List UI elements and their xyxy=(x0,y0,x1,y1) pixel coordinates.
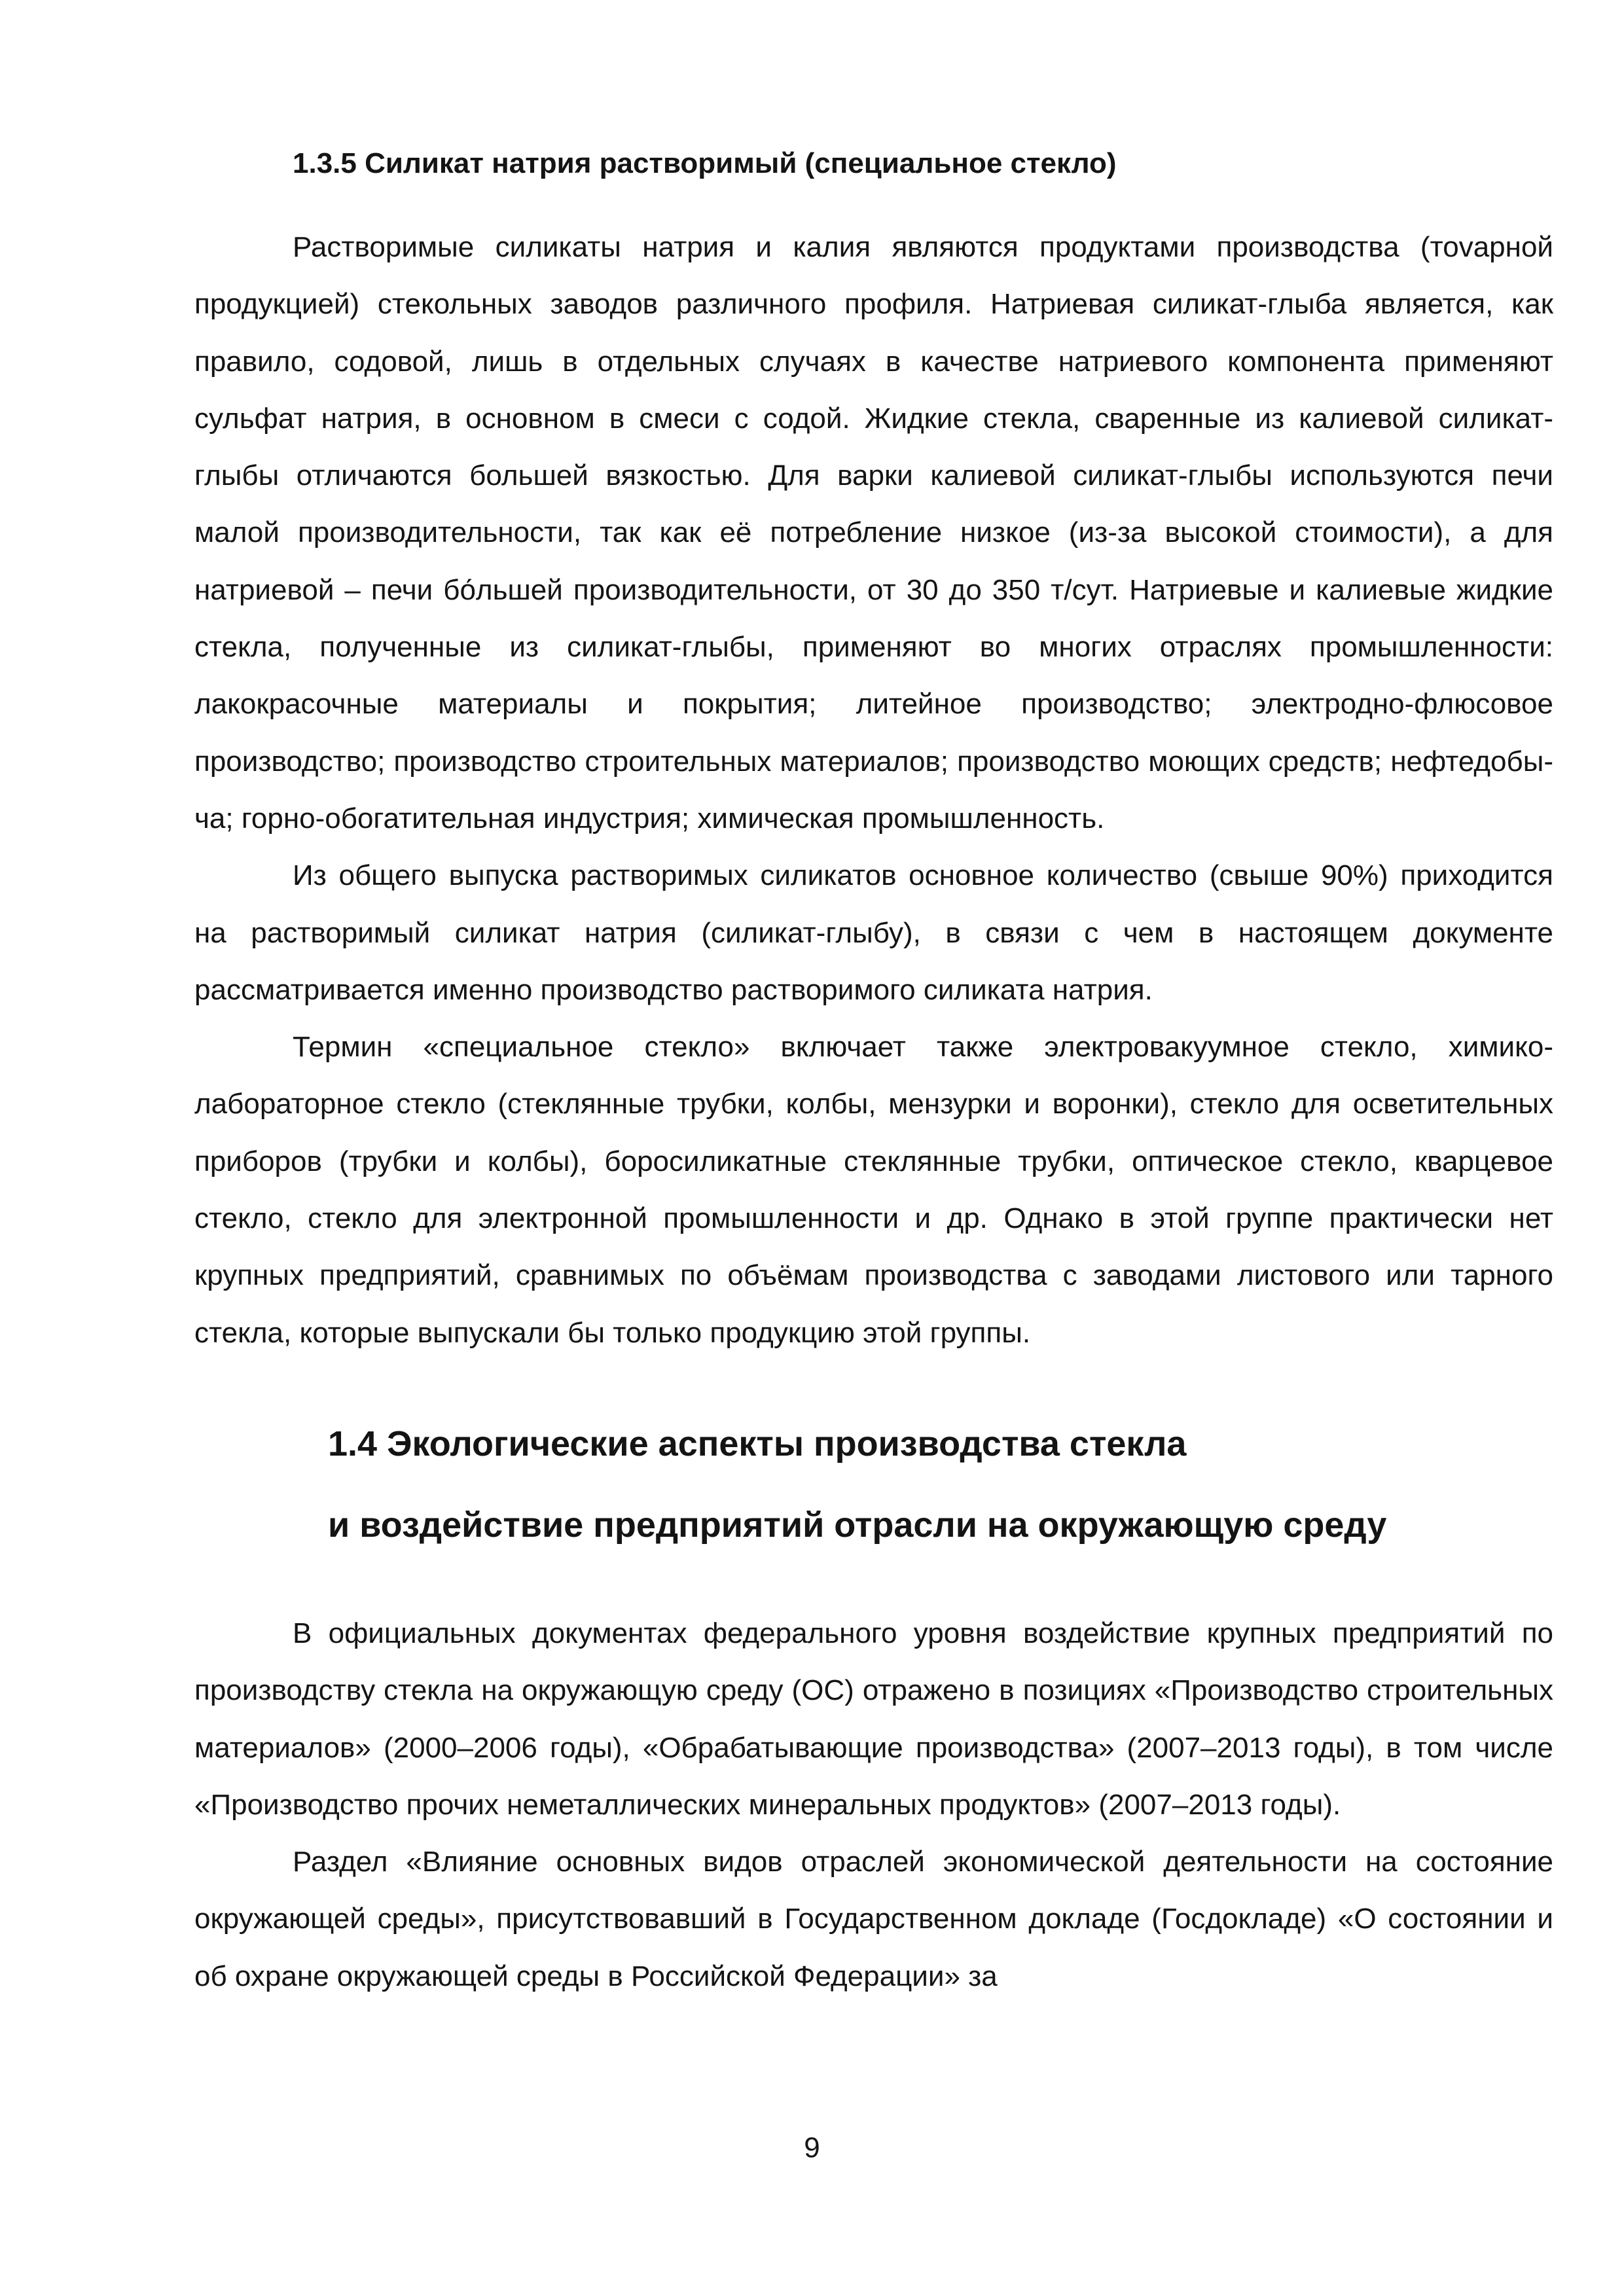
subsection-heading: 1.3.5 Силикат натрия растворимый (специальное стекло) xyxy=(293,147,1117,179)
paragraph-special-glass-term: Термин «специальное стекло» включает также электровакуумное стекло, химико-лабораторное стекло (стеклянные трубки, колбы, мензурки и воронки), стекло для осветительных приборов (трубки и колбы), боросиликатные стеклянные трубки, оптическое стекло, кварцевое стекло, стекло для электронной промышленности и др. Однако в этой группе практически нет крупных предприятий, сравнимых по объёмам производства с заводами листового или тарного стекла, которые выпускали бы только продукцию этой группы. xyxy=(194,1031,1553,1349)
page-number: 9 xyxy=(804,2132,820,2164)
paragraph-sodium-share: Из общего выпуска растворимых силикатов основное количество (свыше 90%) приходится на растворимый силикат натрия (силикат-глыбу), в связи с чем в настоящем документе рассматривается именно производство растворимого силиката натрия. xyxy=(194,859,1553,1006)
page-content xyxy=(194,144,1553,2005)
paragraph-official-documents: В официальных документах федерального уровня воздействие крупных предприятий по производству стекла на окружающую среду (ОС) отражено в позициях «Производство строительных материалов» (2000–2006 годы), «Обрабатывающие производства» (2007–2013 годы), в том числе «Производство прочих неметаллических минеральных продуктов» (2007–2013 годы). xyxy=(194,1617,1553,1821)
section-heading xyxy=(194,1403,1553,1566)
section-heading-line-2: и воздействие предприятий отрасли на окружающую среду xyxy=(328,1505,1387,1545)
paragraph-soluble-silicates: Растворимые силикаты натрия и калия являются продуктами производства (тоvарной продукцией) стекольных заводов различного профиля. Натриевая силикат-глыба является, как правило, содовой, лишь в отдельных случаях в качестве натриевого компонента применяют сульфат натрия, в основном в смеси с содой. Жидкие стекла, сваренные из калиевой силикат-глыбы отличаются большей вязкостью. Для варки калиевой силикат-глыбы используются печи малой производительности, так как её потребление низкое (из-за высокой стоимости), а для натриевой – печи бо́льшей производительности, от 30 до 350 т/сут. Натриевые и калиевые жидкие стекла, полученные из силикат-глыбы, применяют во многих отраслях промышленности: лакокрасочные материалы и покрытия; литейное производство; электродно-флюсовое производство; производство строительных материалов; производство моющих средств; нефтедобыча; горно-обогатительная индустрия; химическая промышленность. xyxy=(194,231,1553,834)
section-heading-line-1: 1.4 Экологические аспекты производства стекла xyxy=(328,1424,1187,1463)
paragraph-state-report: Раздел «Влияние основных видов отраслей экономической деятельности на состояние окружающей среды», присутствовавший в Государственном докладе (Госдокладе) «О состоянии и об охране окружающей среды в Российской Федерации» за xyxy=(194,1846,1553,1992)
